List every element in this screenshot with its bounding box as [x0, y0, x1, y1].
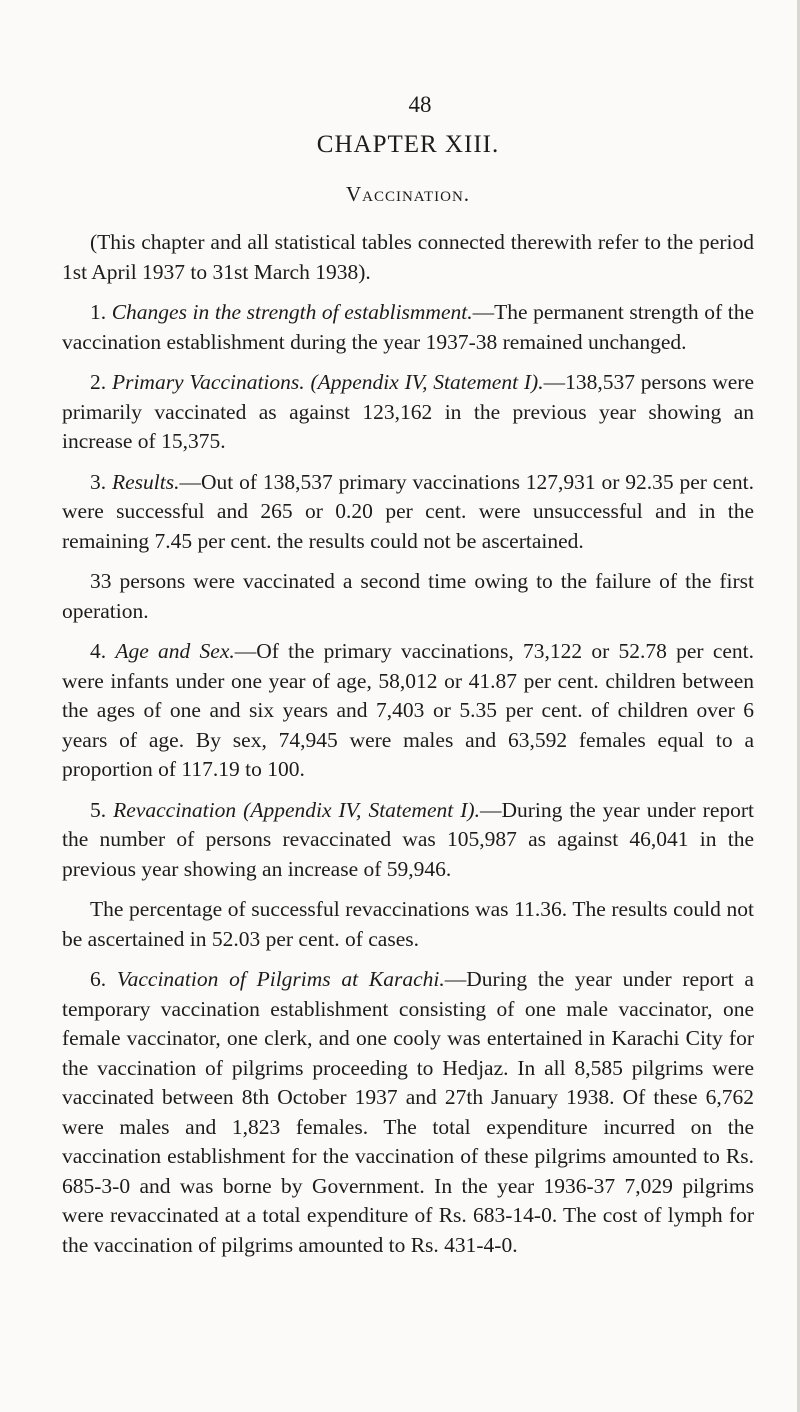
section-title: Vaccination.	[345, 182, 471, 206]
paragraph-heading: Vaccination of Pilgrims at Karachi.	[116, 967, 445, 991]
paragraph-heading: Revaccination (Appendix IV, Statement I).	[113, 797, 480, 822]
paragraph-3	[62, 468, 754, 557]
paragraph-4	[62, 637, 754, 785]
body-text	[62, 228, 754, 1271]
intro-text: (This chapter and all statistical tables connected therewith refer to the period 1st April 1937 to 31st March 1938).	[62, 230, 754, 284]
paragraph-text: —Out of 138,537 primary vaccinations 127,931 or 92.35 per cent. were successful and 265 or 0.20 per cent. were unsuccessful and in the remaining 7.45 per cent. the results could not be ascertained.	[62, 469, 754, 553]
paragraph-number: 2.	[90, 370, 107, 394]
paragraph-heading: Changes in the strength of establismment.	[111, 300, 473, 324]
chapter-title: CHAPTER XIII.	[316, 131, 500, 158]
paragraph-6	[62, 965, 754, 1260]
paragraph-number: 1.	[90, 300, 107, 324]
paragraph-number: 3.	[90, 469, 107, 494]
paragraph-text: The percentage of successful revaccinations was 11.36. The results could not be ascertained in 52.03 per cent. of cases.	[62, 897, 754, 951]
paragraph-text: —138,537 persons were primarily vaccinated as against 123,162 in the previous year showing an increase of 15,375.	[62, 370, 755, 453]
paragraph-number: 5.	[90, 797, 107, 822]
paragraph-number: 6.	[90, 967, 107, 991]
paragraph-5-continued	[62, 895, 754, 954]
paragraph-3-continued	[62, 567, 754, 626]
paragraph-2	[62, 368, 754, 457]
paragraph-heading: Primary Vaccinations. (Appendix IV, Statement I).	[111, 370, 544, 394]
paragraph-text: —The permanent strength of the vaccination establishment during the year 1937-38 remained unchanged.	[62, 300, 755, 354]
paragraph-heading: Results.	[111, 469, 180, 494]
intro-paragraph	[62, 228, 754, 287]
paragraph-text: —During the year under report a temporary vaccination establishment consisting of one male vaccinator, one female vaccinator, one clerk, and one cooly was entertained in Karachi City for the vaccination of pilgrims proceeding to Hedjaz. In all 8,585 pilgrims were vaccinated between 8th October 1937 and 27th January 1938. Of these 6,762 were males and 1,823 females. The total expenditure incurred on the vaccination establishment for the vaccination of these pilgrims amounted to Rs. 685-3-0 and was borne by Government. In the year 1936-37 7,029 pilgrims were revaccinated at a total expenditure of Rs. 683-14-0. The cost of lymph for the vaccination of pilgrims amounted to Rs. 431-4-0.	[62, 967, 754, 1257]
paragraph-1	[62, 298, 754, 357]
paragraph-5	[62, 796, 754, 885]
paragraph-heading: Age and Sex.	[115, 639, 235, 663]
paragraph-text: —Of the primary vaccinations, 73,122 or 52.78 per cent. were infants under one year of age, 58,012 or 41.87 per cent. children between the ages of one and six years and 7,403 or 5.35 per cent. of children over 6 years of age. By sex, 74,945 were males and 63,592 females equal to a proportion of 117.19 to 100.	[62, 639, 755, 781]
paragraph-text: 33 persons were vaccinated a second time owing to the failure of the first operation.	[62, 569, 754, 623]
paragraph-text: —During the year under report the number of persons revaccinated was 105,987 as against 46,041 in the previous year showing an increase of 59,946.	[62, 797, 755, 881]
paragraph-number: 4.	[90, 639, 107, 663]
page-number: 48	[408, 92, 432, 117]
